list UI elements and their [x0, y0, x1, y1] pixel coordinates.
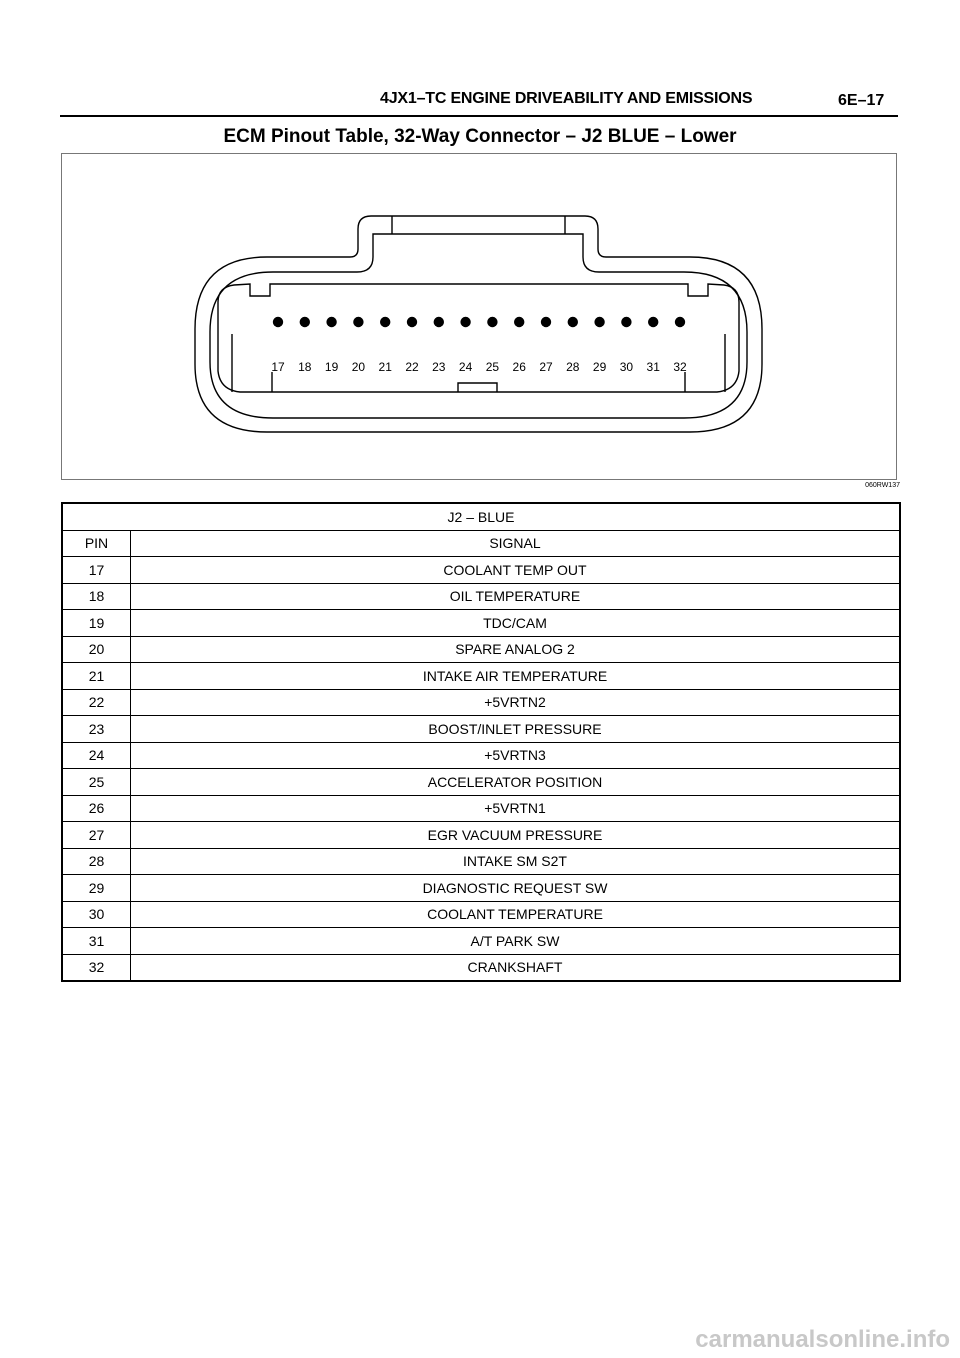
table-row	[62, 822, 900, 849]
pin-dot	[621, 317, 631, 327]
pin-dot	[675, 317, 685, 327]
page-header-title: 4JX1–TC ENGINE DRIVEABILITY AND EMISSIONS	[380, 90, 753, 107]
pinout-table	[61, 502, 901, 982]
table-row	[62, 875, 900, 902]
pin-dot	[300, 317, 310, 327]
pin-label: 18	[298, 360, 312, 374]
pin-dot	[514, 317, 524, 327]
pin-labels	[271, 360, 687, 374]
pin-cell: 23	[62, 716, 131, 743]
watermark: carmanualsonline.info	[695, 1326, 950, 1353]
cavity-frame	[218, 284, 739, 392]
pin-cell: 31	[62, 928, 131, 955]
pin-label: 23	[432, 360, 446, 374]
pin-label: 31	[646, 360, 660, 374]
table-row	[62, 795, 900, 822]
signal-cell: ACCELERATOR POSITION	[131, 769, 901, 796]
pin-label: 30	[619, 360, 634, 374]
pin-dot	[594, 317, 604, 327]
pin-dot	[460, 317, 470, 327]
connector-figure	[61, 153, 897, 480]
signal-cell: CRANKSHAFT	[131, 954, 901, 981]
signal-cell: +5VRTN2	[131, 689, 901, 716]
pin-cell: 27	[62, 822, 131, 849]
pin-dot	[434, 317, 444, 327]
table-row	[62, 928, 900, 955]
pin-column-header: PIN	[62, 530, 131, 557]
signal-cell: DIAGNOSTIC REQUEST SW	[131, 875, 901, 902]
signal-cell: OIL TEMPERATURE	[131, 583, 901, 610]
signal-column-header: SIGNAL	[131, 530, 901, 557]
bottom-key	[458, 383, 497, 392]
page-number: 6E–17	[838, 92, 885, 109]
pin-label: 27	[539, 360, 553, 374]
pin-dot	[273, 317, 283, 327]
pin-label: 24	[458, 360, 473, 374]
pin-cell: 30	[62, 901, 131, 928]
signal-cell: INTAKE AIR TEMPERATURE	[131, 663, 901, 690]
pin-dot	[648, 317, 658, 327]
table-row	[62, 954, 900, 981]
pin-dot	[326, 317, 336, 327]
signal-cell: COOLANT TEMPERATURE	[131, 901, 901, 928]
pin-cell: 19	[62, 610, 131, 637]
pin-label: 22	[405, 360, 419, 374]
signal-cell: A/T PARK SW	[131, 928, 901, 955]
signal-cell: EGR VACUUM PRESSURE	[131, 822, 901, 849]
table-row	[62, 557, 900, 584]
pin-dot	[568, 317, 578, 327]
table-row	[62, 610, 900, 637]
pin-label: 21	[378, 360, 392, 374]
table-header-row	[62, 530, 900, 557]
pin-dots	[273, 317, 685, 327]
pin-cell: 18	[62, 583, 131, 610]
signal-cell: COOLANT TEMP OUT	[131, 557, 901, 584]
pin-label: 20	[351, 360, 366, 374]
connector-diagram	[62, 154, 898, 481]
figure-code: 060RW137	[865, 482, 900, 489]
pin-cell: 21	[62, 663, 131, 690]
signal-cell: +5VRTN3	[131, 742, 901, 769]
pin-label: 32	[673, 360, 687, 374]
signal-cell: INTAKE SM S2T	[131, 848, 901, 875]
table-row	[62, 583, 900, 610]
pin-dot	[541, 317, 551, 327]
table-title-row	[62, 503, 900, 530]
pin-dot	[487, 317, 497, 327]
table-row	[62, 848, 900, 875]
pin-dot	[380, 317, 390, 327]
table-row	[62, 716, 900, 743]
pin-cell: 28	[62, 848, 131, 875]
pin-cell: 24	[62, 742, 131, 769]
pin-cell: 32	[62, 954, 131, 981]
pin-label: 29	[592, 360, 607, 374]
table-row	[62, 636, 900, 663]
connector-inner-shell	[210, 234, 747, 418]
pin-dot	[407, 317, 417, 327]
pin-label: 26	[512, 360, 526, 374]
header-rule	[60, 115, 898, 117]
pin-cell: 22	[62, 689, 131, 716]
table-row	[62, 769, 900, 796]
pin-cell: 26	[62, 795, 131, 822]
pin-label: 19	[324, 360, 339, 374]
table-title: J2 – BLUE	[62, 503, 900, 530]
pin-cell: 17	[62, 557, 131, 584]
pin-cell: 29	[62, 875, 131, 902]
section-title: ECM Pinout Table, 32-Way Connector – J2 BLUE – Lower	[223, 126, 737, 147]
signal-cell: BOOST/INLET PRESSURE	[131, 716, 901, 743]
pin-cell: 20	[62, 636, 131, 663]
signal-cell: SPARE ANALOG 2	[131, 636, 901, 663]
pin-cell: 25	[62, 769, 131, 796]
table-row	[62, 663, 900, 690]
table-row	[62, 901, 900, 928]
signal-cell: TDC/CAM	[131, 610, 901, 637]
table-row	[62, 742, 900, 769]
table-row	[62, 689, 900, 716]
pin-label: 17	[271, 360, 285, 374]
pin-dot	[353, 317, 363, 327]
signal-cell: +5VRTN1	[131, 795, 901, 822]
pin-label: 28	[566, 360, 580, 374]
pin-label: 25	[485, 360, 500, 374]
